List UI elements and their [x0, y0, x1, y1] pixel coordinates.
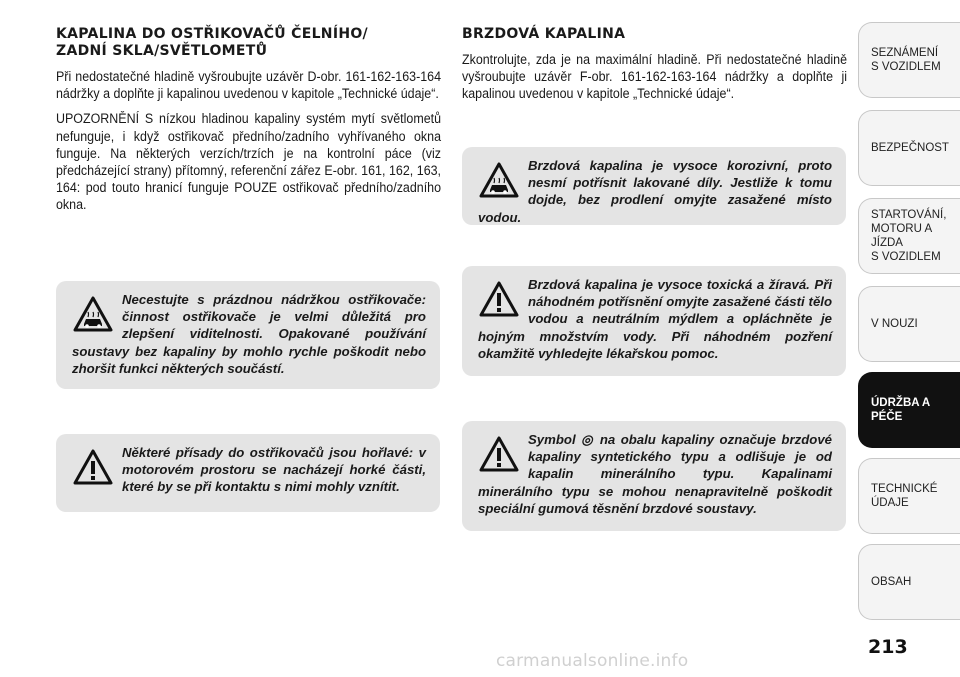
brake-fluid-paragraph: Zkontrolujte, zda je na maximální hladině. Při nedostatečné hladině vyšroubujte uzávěr F-obr. 161-162-163-164 nádržky a doplňte ji kapalinou uvedenou v kapitole „Technické údaje“.	[462, 52, 848, 102]
tab-udrzba[interactable]: ÚDRŽBA A PÉČE	[858, 372, 960, 448]
washer-empty-tank-note	[56, 281, 440, 389]
tab-v-nouzi[interactable]: V NOUZI	[858, 286, 960, 362]
note-text: Některé přísady do ostřikovačů jsou hořlavé: v motorovém prostoru se nacházejí horké části, které by se při kontaktu s nimi mohly vznítit.	[122, 445, 426, 495]
warning-triangle-icon	[478, 280, 520, 320]
watermark: carmanualsonline.info	[496, 651, 689, 671]
note-text: Brzdová kapalina je vysoce korozivní, proto nesmí potřísnit lakované díly. Jestliže k tomu dojde, bez prodlení omyjte zasažené místo vodou.	[478, 158, 832, 225]
tab-startovani[interactable]: STARTOVÁNÍ, MOTORU A JÍZDA S VOZIDLEM	[858, 198, 960, 274]
washer-fluid-paragraph: Při nedostatečné hladině vyšroubujte uzávěr D-obr. 161-162-163-164 nádržky a doplňte ji kapalinou uvedenou v kapitole „Technické údaje“.	[56, 69, 442, 102]
tab-obsah[interactable]: OBSAH	[858, 544, 960, 620]
warning-triangle-icon	[478, 435, 520, 475]
note-text: Brzdová kapalina je vysoce toxická a žíravá. Při náhodném potřísnění omyjte zasažené části tělo vodou a neutrálním mýdlem a opláchněte je hojným množstvím vody. Při náhodném pozření okamžitě vyhledejte lékařskou pomoc.	[478, 277, 832, 361]
brake-toxic-note	[462, 266, 846, 376]
tab-seznameni[interactable]: SEZNÁMENÍ S VOZIDLEM	[858, 22, 960, 98]
tab-bezpecnost[interactable]: BEZPEČNOST	[858, 110, 960, 186]
brake-corrosive-note	[462, 147, 846, 225]
car-wash-warning-icon	[72, 295, 114, 335]
note-text: Symbol ◎ na obalu kapaliny označuje brzdové kapaliny syntetického typu a odlišuje je od kapalin minerálního typu. Kapalinami minerálního typu se mohou nenapravitelně poškodit speciální gumová těsnění brzdové soustavy.	[478, 432, 832, 516]
washer-fluid-heading: KAPALINA DO OSTŘIKOVAČŮ ČELNÍHO/ ZADNÍ SKLA/SVĚTLOMETŮ	[56, 26, 368, 59]
car-wash-warning-icon	[478, 161, 520, 201]
right-column	[462, 26, 847, 111]
note-text: Necestujte s prázdnou nádržkou ostřikovače: činnost ostřikovače je velmi důležitá pro zlepšení viditelnosti. Opakované používání soustavy bez kapaliny by mohlo rychle poškodit nebo zhoršit funkci některých součástí.	[72, 292, 426, 376]
warning-triangle-icon	[72, 448, 114, 488]
tab-technicke-udaje[interactable]: TECHNICKÉ ÚDAJE	[858, 458, 960, 534]
brake-symbol-note	[462, 421, 846, 531]
brake-fluid-heading: BRZDOVÁ KAPALINA	[462, 26, 626, 42]
page-number: 213	[868, 636, 908, 658]
left-column	[56, 26, 441, 222]
flammable-additives-note	[56, 434, 440, 512]
washer-fluid-warning-paragraph: UPOZORNĚNÍ S nízkou hladinou kapaliny systém mytí světlometů nefunguje, i když ostřikovač předního/zadního vyhřívaného okna funguje. Na některých verzích/trzích je na kontrolní páce (viz předcházející strany) přítomný, referenční zářez E-obr. 161, 162, 163, 164: pod touto hranicí funguje POUZE ostřikovač předního/zadního okna.	[56, 111, 442, 213]
